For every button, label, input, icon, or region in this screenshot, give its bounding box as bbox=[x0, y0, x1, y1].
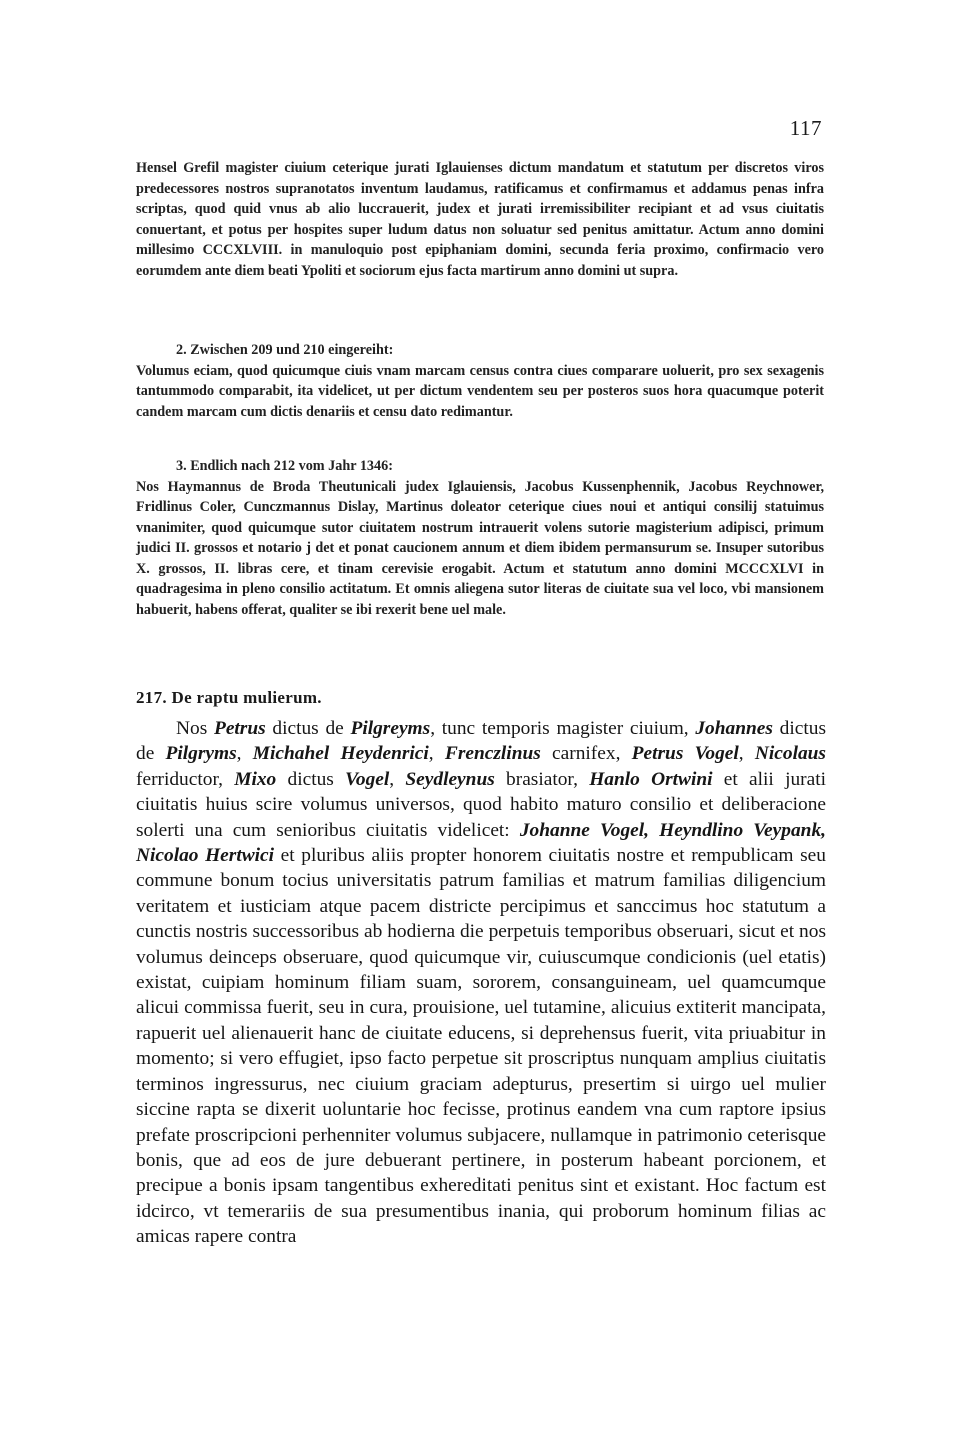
main-text bbox=[136, 716, 826, 1250]
note-block-3 bbox=[136, 456, 824, 620]
text-run: carnifex, bbox=[540, 743, 632, 765]
text-run: dictus de bbox=[265, 718, 351, 739]
person-name: Petrus bbox=[213, 718, 266, 739]
text-run: brasiator, bbox=[494, 768, 590, 790]
text-run: , bbox=[389, 768, 406, 790]
text-run: ferriductor, bbox=[136, 768, 235, 790]
text-run: , bbox=[236, 743, 253, 765]
person-name: Pilgreyms bbox=[350, 718, 431, 739]
person-name: Nicolaus bbox=[754, 743, 826, 765]
person-name: Mixo bbox=[234, 768, 277, 790]
text-run: et pluribus aliis propter honorem ciuitatis nostre et rempublicam seu commune bonum tocius universitatis patrum familias et matrum familias diligencium veritatem et iusticiam atque pacem districte percipimus et sanccimus hoc statutum a cunctis nostris successoribus ab hodierna die perpetuis temporibus obseruari, sicut et nos volumus deinceps obseruare, quod quicumque vir, cuiuscumque condicionis (uel etatis) existat, cuipiam hominum filiam suam, sororem, consanguineam, uel quamcumque alicui commissa fuerit, seu in cura, prouisione, uel tutamine, alicuius extiterit mancipata, rapuerit uel alienauerit hanc de ciuitate educens, si deprehensus fuerit, vita priuabitur in momento; si vero effugiet, ipso facto perpetue sit proscriptus nunquam amplius ciuitatis terminos ingressurus, nec ciuium graciam adepturus, presertim si uirgo uel mulier siccine rapta se dixerit uoluntarie hoc fecisse, protinus eandem vna cum raptore ipsius prefate proscripcioni perhenniter volumus subjacere, nullamque in patrimonio ceterisque bonis, que ad eos de jure debuerant pertinere, in posterum habeant porcionem, et precipue a bonis ipsam tangentibus exhereditati penitus sint et existant. Hoc factum est idcirco, vt temerariis de sua presumentibus inania, qui proborum hominum filias ac amicas rapere contra bbox=[136, 845, 826, 1248]
person-name: Frenczlinus bbox=[444, 743, 541, 765]
person-name: Johanne Vogel, Heyndlino Veypank, Nicolao Hertwici bbox=[136, 819, 826, 867]
section-heading: 217. De raptu mulierum. bbox=[136, 688, 322, 707]
note-paragraph-1: Hensel Grefil magister ciuium ceterique jurati Iglauienses dictum mandatum et statutum per discretos viros predecessores nostros supranotatos inventum laudamus, ratificamus et confirmamus et addamus penas infra scriptas, quod quid vnus ab alio luccrauerit, judex et jurati irremissibiliter recipiant et ad vsus ciuitatis conuertant, et potus per hospites super ludum datus non soluatur sed penitus amittatur. Actum anno domini millesimo CCCXLVIII. in manuloquio post epiphaniam domini, secunda feria proximo, confirmacio vero eorumdem ante diem beati Ypoliti et sociorum ejus facta martirum anno domini ut supra. bbox=[136, 160, 824, 279]
person-name: Michahel Heydenrici bbox=[252, 743, 429, 765]
person-name: Johannes bbox=[695, 718, 773, 739]
person-name: Pilgryms bbox=[165, 743, 237, 765]
text-run: , bbox=[738, 743, 755, 765]
person-name: Seydleynus bbox=[405, 768, 495, 790]
text-run: et alii jurati ciuitatis huius scire volumus universos, quod habito maturo consilio et deliberacione solerti una cum senioribus ciuitatis videlicet: bbox=[136, 768, 826, 841]
note-paragraph-3: Nos Haymannus de Broda Theutunicali judex Iglauiensis, Jacobus Kussenphennik, Jacobus Reychnower, Fridlinus Coler, Cunczmannus Dislay, Martinus doleator ceterique ciues noui et antiqui consilij statuimus vnanimiter, quod quicumque sutor ciuitatem nostrum intrauerit volens sutorie magisterium adipisci, primum judici II. grossos et notario j det et ponat caucionem annum et diem ibidem permansurum se. Insuper sutoribus X. grossos, II. libras cere, et tinam cerevisie erogabit. Actum et statutum anno domini MCCCXLVI in quadragesima in pleno consilio actitatum. Et omnis aliegena sutor literas de ciuitate sua vel loco, vbi mansionem habuerit, habens offerat, qualiter se ibi rexerit bene uel male. bbox=[136, 478, 824, 618]
note-paragraph-2: Volumus eciam, quod quicumque ciuis vnam marcam census contra ciues comparare uoluerit, pro sex sexagenis tantummodo comparabit, ita videlicet, ut per dictum vendentem seu per posteros suos hora quacumque poterit candem marcam cum dictis denariis et censu dato redimantur. bbox=[136, 362, 824, 420]
note-heading-3: 3. Endlich nach 212 vom Jahr 1346: bbox=[176, 458, 393, 474]
main-paragraph bbox=[136, 716, 826, 1250]
note-heading-2: 2. Zwischen 209 und 210 eingereiht: bbox=[176, 342, 394, 358]
text-run: , bbox=[428, 743, 445, 765]
note-block-1 bbox=[136, 158, 824, 281]
note-block-2 bbox=[136, 340, 824, 422]
page-number: 117 bbox=[789, 116, 822, 140]
text-run: Nos bbox=[176, 718, 214, 739]
text-run: dictus bbox=[276, 768, 346, 790]
text-run: , tunc temporis magister ciuium, bbox=[430, 718, 696, 739]
text-run: dictus de bbox=[136, 718, 826, 765]
person-name: Vogel bbox=[345, 768, 390, 790]
person-name: Petrus Vogel bbox=[631, 743, 739, 765]
person-name: Hanlo Ortwini bbox=[589, 768, 713, 790]
